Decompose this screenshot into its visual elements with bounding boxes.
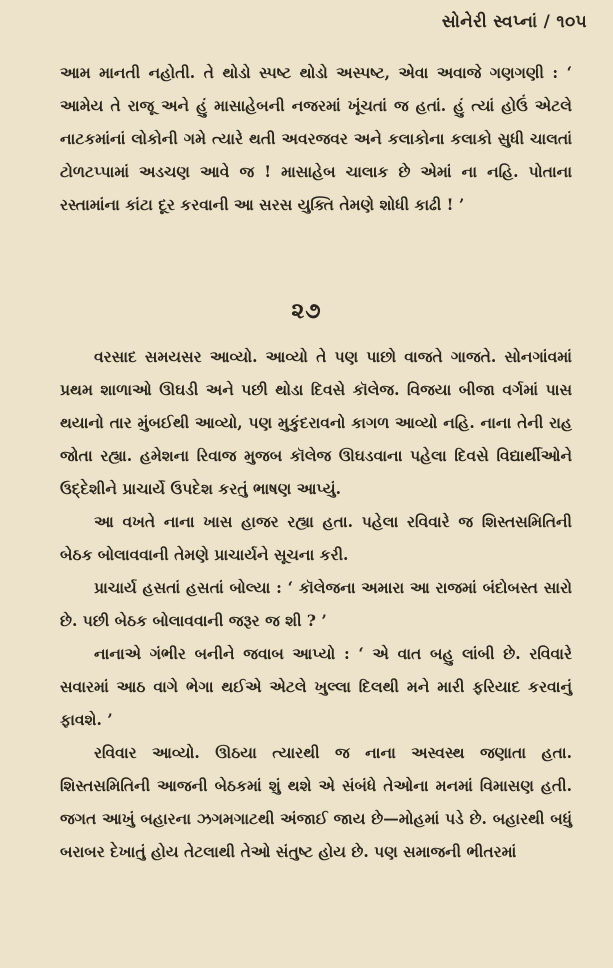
body-paragraph: આ વખતે નાના ખાસ હાજર રહ્યા હતા. પહેલા રવિવારે જ શિસ્તસમિતિની બેઠક બોલાવવાની તેમણે પ્રાચાર્યને સૂચના કરી. bbox=[60, 512, 572, 564]
continued-text-block bbox=[60, 56, 572, 221]
body-paragraph: પ્રાચાર્ય હસતાં હસતાં બોલ્યા : ‘ કૉલેજના અમારા આ રાજમાં બંદોબસ્ત સારો છે. પછી બેઠક બોલાવવાની જરૂર જ શી ? ’ bbox=[60, 578, 572, 630]
running-header: સોનેરી સ્વપ્નાં / ૧૦૫ bbox=[441, 12, 587, 32]
body-paragraph: રવિવાર આવ્યો. ઊઠયા ત્યારથી જ નાના અસ્વસ્થ જણાતા હતા. શિસ્તસમિતિની આજની બેઠકમાં શું થશે એ સંબંધે તેઓના મનમાં વિમાસણ હતી. જગત આખું બહારના ઝગમગાટથી અંજાઈ જાય છે—મોહમાં પડે છે. બહારથી બધું બરાબર દેખાતું હોય તેટલાથી તેઓ સંતુષ્ટ હોય છે. પણ સમાજની ભીતરમાં bbox=[60, 743, 572, 861]
chapter-number: ૨૭ bbox=[291, 298, 322, 324]
continued-paragraph: આમ માનતી નહોતી. તે થોડો સ્પષ્ટ થોડો અસ્પષ્ટ, એવા અવાજે ગણગણી : ‘ આમેય તે રાજૂ અને હું માસાહેબની નજરમાં ખૂંચતાં જ હતાં. હું ત્યાં હોઉં એટલે નાટકમાંનાં લોકોની ગમે ત્યારે થતી અવરજવર અને કલાકોના કલાકો સુધી ચાલતાં ટોળટપ્પામાં અડચણ આવે જ ! માસાહેબ ચાલાક છે એમાં ના નહિ. પોતાના રસ્તામાંના કાંટા દૂર કરવાની આ સરસ યુક્તિ તેમણે શોધી કાઢી ! ’ bbox=[60, 63, 572, 214]
body-paragraph: વરસાદ સમયસર આવ્યો. આવ્યો તે પણ પાછો વાજતે ગાજતે. સોનગાંવમાં પ્રથમ શાળાઓ ઊઘડી અને પછી થોડા દિવસે કૉલેજ. વિજયા બીજા વર્ગમાં પાસ થયાનો તાર મુંબઈથી આવ્યો, પણ મુકુંદરાવનો કાગળ આવ્યો નહિ. નાના તેની રાહ જોતા રહ્યા. હમેશના રિવાજ મુજબ કૉલેજ ઊઘડવાના પહેલા દિવસે વિદ્યાર્થીઓને ઉદ્દેશીને પ્રાચાર્યે ઉપદેશ કરતું ભાષણ આપ્યું. bbox=[60, 347, 572, 498]
body-paragraph: નાનાએ ગંભીર બનીને જવાબ આપ્યો : ‘ એ વાત બહુ લાંબી છે. રવિવારે સવારમાં આઠ વાગે ભેગા થઈએ એટલે ખુલ્લા દિલથી મને મારી ફરિયાદ કરવાનું ફાવશે. ’ bbox=[60, 644, 572, 729]
chapter-body bbox=[60, 340, 572, 868]
